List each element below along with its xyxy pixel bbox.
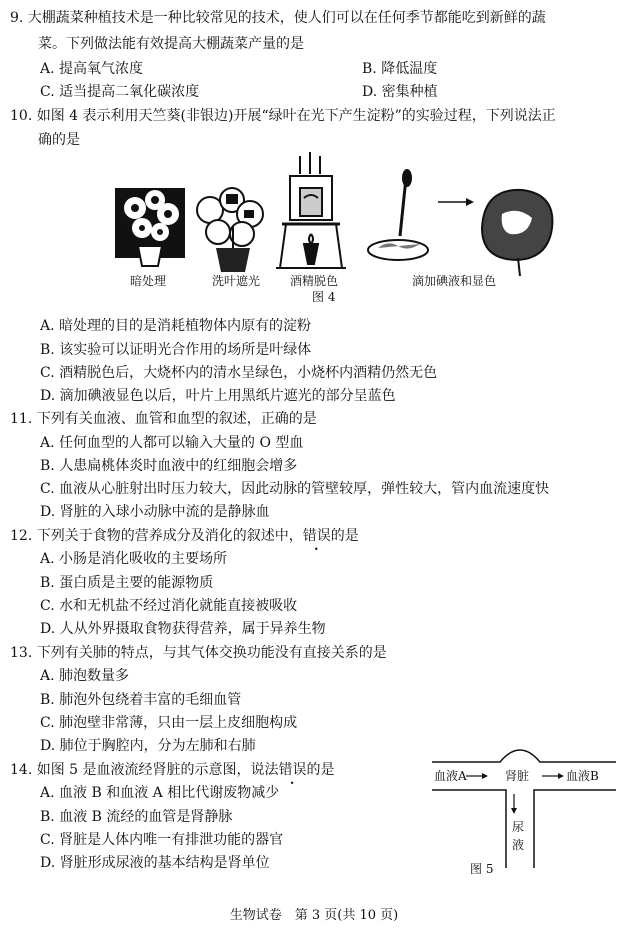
q13-option-c: C. 肺泡壁非常薄，只由一层上皮细胞构成 xyxy=(40,715,298,731)
arrow-a-icon xyxy=(466,773,488,779)
q13-option-d: D. 肺位于胸腔内，分为左肺和右肺 xyxy=(40,738,256,754)
figure-5-diagram xyxy=(430,738,620,878)
q14-stem-pre: 14. 如图 5 是血液流经肾脏的示意图，说法 xyxy=(10,762,279,778)
q9-options-row1 xyxy=(40,59,628,79)
q9-option-d: D. 密集种植 xyxy=(362,84,438,100)
figure-4 xyxy=(100,148,560,308)
q13-option-a: A. 肺泡数量多 xyxy=(40,668,130,684)
figure-5-label-urine-2: 液 xyxy=(512,838,525,852)
figure-5 xyxy=(430,738,620,878)
arrow-down-icon xyxy=(511,794,517,814)
q12-option-b: B. 蛋白质是主要的能源物质 xyxy=(40,575,214,591)
q14-stem-emphasis: 错误 xyxy=(278,762,307,778)
q12-stem-emphasis: 错误 xyxy=(302,528,331,544)
figure-5-label-blood-b: 血液B xyxy=(566,769,599,783)
q12-option-a: A. 小肠是消化吸收的主要场所 xyxy=(40,551,228,567)
q13-option-b: B. 肺泡外包绕着丰富的毛细血管 xyxy=(40,692,242,708)
q11-option-a: A. 任何血型的人都可以输入大量的 O 型血 xyxy=(40,435,304,451)
q9-option-a: A. 提高氧气浓度 xyxy=(40,61,144,77)
q9-option-c: C. 适当提高二氧化碳浓度 xyxy=(40,84,200,100)
arrow-b-icon xyxy=(542,773,564,779)
q10-option-d: D. 滴加碘液显色以后，叶片上用黑纸片遮光的部分呈蓝色 xyxy=(40,388,396,404)
q11-option-b: B. 人患扁桃体炎时血液中的红细胞会增多 xyxy=(40,458,298,474)
q12-stem xyxy=(10,526,628,546)
figure-5-label-blood-a: 血液A xyxy=(434,769,467,783)
figure-5-label-urine-1: 尿 xyxy=(512,820,525,834)
figure-4-label-dark-treatment: 暗处理 xyxy=(130,274,167,288)
q11-option-c: C. 血液从心脏射出时压力较大，因此动脉的管壁较厚，弹性较大，管内血流速度快 xyxy=(40,481,550,497)
q14-option-a: A. 血液 B 和血液 A 相比代谢废物减少 xyxy=(40,785,280,801)
q11-stem: 11. 下列有关血液、血管和血型的叙述，正确的是 xyxy=(10,411,317,427)
q10-option-b: B. 该实验可以证明光合作用的场所是叶绿体 xyxy=(40,342,312,358)
q13-stem: 13. 下列有关肺的特点，与其气体交换功能没有直接关系的是 xyxy=(10,645,387,661)
q12-option-d: D. 人从外界摄取食物获得营养，属于异养生物 xyxy=(40,621,326,637)
q12-stem-pre: 12. 下列关于食物的营养成分及消化的叙述中， xyxy=(10,528,303,544)
q14-option-c: C. 肾脏是人体内唯一有排泄功能的器官 xyxy=(40,832,284,848)
q10-option-a: A. 暗处理的目的是消耗植物体内原有的淀粉 xyxy=(40,318,312,334)
q9-stem-line1: 9. 大棚蔬菜种植技术是一种比较常见的技术，使人们可以在任何季节都能吃到新鲜的蔬 xyxy=(10,10,546,26)
figure-5-label-kidney: 肾脏 xyxy=(505,769,530,783)
q10-option-c: C. 酒精脱色后，大烧杯内的清水呈绿色，小烧杯内酒精仍然无色 xyxy=(40,365,438,381)
arrow-right-icon xyxy=(438,198,474,206)
q9-option-b: B. 降低温度 xyxy=(362,61,438,77)
figure-4-label-iodine-stain: 滴加碘液和显色 xyxy=(412,274,497,288)
q14-option-b: B. 血液 B 流经的血管是肾静脉 xyxy=(40,809,233,825)
figure-4-illustration xyxy=(100,148,560,284)
q14-option-d: D. 肾脏形成尿液的基本结构是肾单位 xyxy=(40,855,270,871)
water-bath-apparatus-icon xyxy=(276,152,346,268)
q11-option-d: D. 肾脏的入球小动脉中流的是静脉血 xyxy=(40,504,270,520)
page-footer: 生物试卷 第 3 页(共 10 页) xyxy=(229,908,399,923)
figure-5-caption: 图 5 xyxy=(470,862,494,876)
figure-4-label-alcohol-decolor: 酒精脱色 xyxy=(290,274,339,288)
q12-option-c: C. 水和无机盐不经过消化就能直接被吸收 xyxy=(40,598,298,614)
q12-stem-post: 的是 xyxy=(330,528,359,544)
dark-treatment-plant-icon xyxy=(115,188,185,266)
shaded-plant-icon xyxy=(197,188,263,272)
figure-4-label-wash-shade: 洗叶遮光 xyxy=(212,274,261,288)
q14-stem-post: 的是 xyxy=(306,762,335,778)
q9-stem-line2: 菜。下列做法能有效提高大棚蔬菜产量的是 xyxy=(38,36,304,52)
q9-options-row2 xyxy=(40,82,628,102)
q10-stem-line2: 确的是 xyxy=(38,132,80,148)
stained-leaf-icon xyxy=(482,190,552,276)
figure-4-caption: 图 4 xyxy=(312,290,336,304)
q10-stem-line1: 10. 如图 4 表示利用天竺葵(非银边)开展“绿叶在光下产生淀粉”的实验过程，下列说法正 xyxy=(10,108,556,124)
iodine-dropper-dish-icon xyxy=(368,169,428,260)
